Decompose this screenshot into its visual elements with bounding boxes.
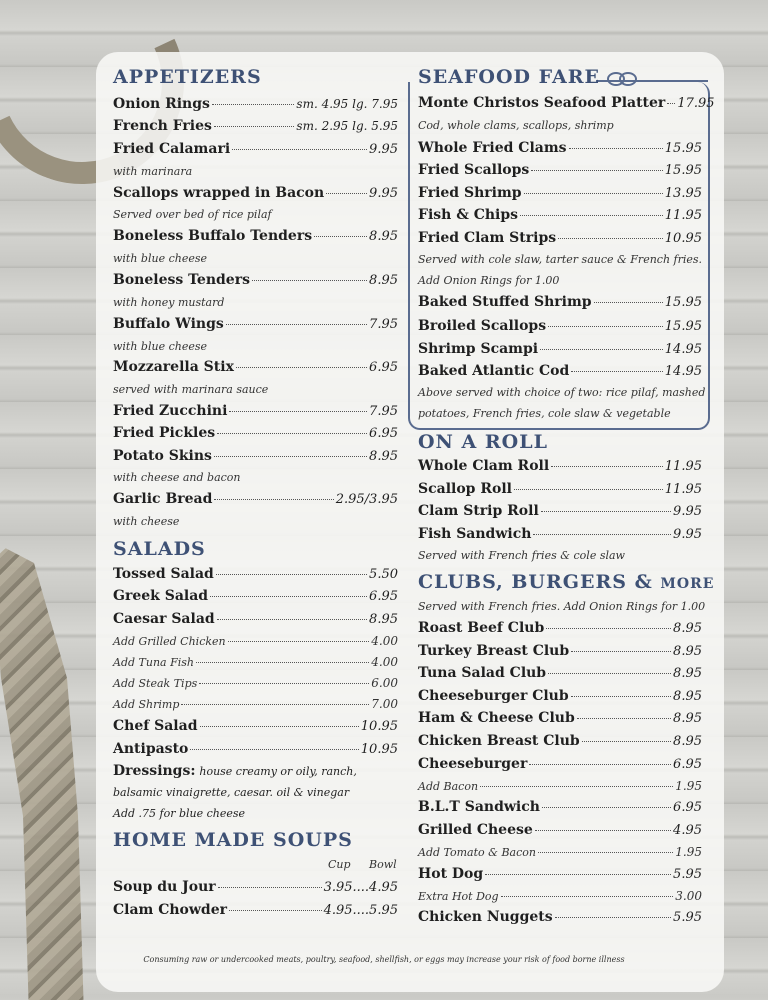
addon-name: Add Bacon	[418, 780, 479, 793]
item-name: Shrimp Scampi	[418, 341, 539, 357]
item-note: with cheese	[113, 515, 180, 528]
menu-item-chicken-breast-club	[418, 733, 702, 749]
item-price: 9.95	[369, 186, 398, 201]
menu-item-cheeseburger-club	[418, 688, 702, 704]
dressings-label: Dressings:	[113, 763, 196, 779]
item-note: with blue cheese	[113, 340, 208, 353]
menu-item-cheeseburger	[418, 756, 702, 772]
addon-name: Add Tuna Fish	[113, 656, 194, 669]
item-note: Cod, whole clams, scallops, shrimp	[418, 119, 614, 132]
menu-item-scallop-roll	[418, 481, 702, 497]
item-price: 8.95	[673, 734, 702, 749]
menu-item-scallops-bacon	[113, 185, 398, 201]
item-name: Boneless Buffalo Tenders	[113, 228, 313, 244]
menu-item-chicken-nuggets	[418, 909, 702, 925]
item-price: 10.95	[360, 742, 398, 757]
appetizers-heading: APPETIZERS	[113, 66, 262, 88]
item-price: 11.95	[664, 208, 702, 223]
menu-item-whole-fried-clams	[418, 140, 702, 156]
item-name: Grilled Cheese	[418, 822, 533, 838]
item-name: Mozzarella Stix	[113, 359, 234, 375]
item-name: French Fries	[113, 118, 212, 134]
item-price: 7.95	[369, 404, 398, 419]
item-price: 4.95	[673, 823, 702, 838]
item-name: Antipasto	[113, 741, 189, 757]
menu-item-buffalo-wings	[113, 316, 398, 332]
menu-item-ham-cheese-club	[418, 710, 702, 726]
menu-item-baked-stuffed-shrimp	[418, 294, 702, 310]
clubs-heading-more: MORE	[660, 576, 715, 592]
item-name: Ham & Cheese Club	[418, 710, 575, 726]
dressings-info	[113, 761, 398, 824]
item-name: B.L.T Sandwich	[418, 799, 540, 815]
seafood-note-3: Above served with choice of two: rice pilaf, mashed	[418, 386, 706, 399]
item-price: 8.95	[369, 449, 398, 464]
item-sizes: sm. 2.95 lg. 5.95	[296, 119, 398, 133]
item-name: Buffalo Wings	[113, 316, 224, 332]
item-price: 13.95	[664, 186, 702, 201]
menu-item-onion-rings	[113, 96, 398, 112]
rope-knot-icon	[605, 70, 639, 88]
item-price: 2.95/3.95	[335, 492, 398, 507]
item-name: Fried Zucchini	[113, 403, 228, 419]
menu-item-grilled-cheese	[418, 822, 702, 838]
addon-price: 7.00	[371, 697, 398, 711]
menu-item-fried-scallops	[418, 162, 702, 178]
roll-note: Served with French fries & cole slaw	[418, 549, 625, 562]
item-price: 6.95	[369, 589, 398, 604]
item-name: Monte Christos Seafood Platter	[418, 95, 666, 111]
item-price: 10.95	[360, 719, 398, 734]
dressings-line-1: house creamy or oily, ranch,	[199, 765, 357, 778]
item-name: Baked Stuffed Shrimp	[418, 294, 592, 310]
item-name: Onion Rings	[113, 96, 210, 112]
addon-name: Add Tomato & Bacon	[418, 846, 536, 859]
item-price: 8.95	[673, 644, 702, 659]
item-note: served with marinara sauce	[113, 383, 269, 396]
item-note: with marinara	[113, 165, 193, 178]
item-name: Scallops wrapped in Bacon	[113, 185, 325, 201]
item-price: 5.50	[369, 567, 398, 582]
menu-item-broiled-scallops	[418, 318, 702, 334]
item-price: 15.95	[664, 319, 702, 334]
item-price: 14.95	[664, 364, 702, 379]
item-price: 17.95	[677, 96, 715, 111]
item-name: Cheeseburger	[418, 756, 528, 772]
item-price: 8.95	[673, 711, 702, 726]
item-name: Tossed Salad	[113, 566, 214, 582]
item-price: 6.95	[673, 757, 702, 772]
menu-item-mozzarella-stix	[113, 359, 398, 375]
menu-item-soup-du-jour	[113, 879, 398, 895]
item-name: Chef Salad	[113, 718, 198, 734]
addon-name: Add Grilled Chicken	[113, 635, 226, 648]
menu-item-fried-clam-strips	[418, 230, 702, 246]
item-price: 10.95	[664, 231, 702, 246]
on-a-roll-heading: ON A ROLL	[418, 431, 548, 453]
item-price: 6.95	[369, 360, 398, 375]
item-name: Hot Dog	[418, 866, 484, 882]
item-name: Cheeseburger Club	[418, 688, 569, 704]
item-price: 8.95	[369, 229, 398, 244]
menu-item-whole-clam-roll	[418, 458, 702, 474]
menu-item-baked-atlantic-cod	[418, 363, 702, 379]
item-name: Broiled Scallops	[418, 318, 547, 334]
item-note: Served over bed of rice pilaf	[113, 208, 272, 221]
item-name: Soup du Jour	[113, 879, 216, 895]
item-price: 15.95	[664, 141, 702, 156]
addon-extra-hot-dog	[418, 889, 702, 903]
menu-item-caesar-salad	[113, 611, 398, 627]
addon-price: 4.00	[371, 655, 398, 669]
seafood-note-2: Add Onion Rings for 1.00	[418, 274, 560, 287]
clubs-note: Served with French fries. Add Onion Rings for 1.00	[418, 600, 706, 613]
menu-item-boneless-buffalo-tenders	[113, 228, 398, 244]
addon-price: 1.95	[675, 845, 702, 859]
item-price: 7.95	[369, 317, 398, 332]
item-name: Potato Skins	[113, 448, 212, 464]
menu-item-potato-skins	[113, 448, 398, 464]
item-name: Roast Beef Club	[418, 620, 545, 636]
item-note: with honey mustard	[113, 296, 225, 309]
addon-shrimp	[113, 697, 398, 711]
item-price: 5.95	[673, 910, 702, 925]
addon-bacon	[418, 779, 702, 793]
item-name: Chicken Nuggets	[418, 909, 553, 925]
item-price: 11.95	[664, 482, 702, 497]
addon-price: 4.00	[371, 634, 398, 648]
seafood-note-1: Served with cole slaw, tarter sauce & French fries.	[418, 253, 703, 266]
clubs-heading	[418, 571, 714, 593]
addon-grilled-chicken	[113, 634, 398, 648]
item-name: Clam Strip Roll	[418, 503, 539, 519]
item-name: Caesar Salad	[113, 611, 215, 627]
item-name: Tuna Salad Club	[418, 665, 547, 681]
menu-item-hot-dog	[418, 866, 702, 882]
dressings-line-2: balsamic vinaigrette, caesar. oil & vinegar	[113, 786, 350, 799]
item-name: Fried Clam Strips	[418, 230, 557, 246]
addon-price: 1.95	[675, 779, 702, 793]
menu-item-fish-and-chips	[418, 207, 702, 223]
menu-item-shrimp-scampi	[418, 341, 702, 357]
menu-item-fried-calamari	[113, 141, 398, 157]
item-price: 14.95	[664, 342, 702, 357]
soups-heading: HOME MADE SOUPS	[113, 829, 353, 851]
addon-price: 3.00	[675, 889, 702, 903]
item-name: Turkey Breast Club	[418, 643, 570, 659]
food-safety-disclaimer: Consuming raw or undercooked meats, poultry, seafood, shellfish, or eggs may increase your risk of food borne illness	[143, 955, 625, 964]
menu-item-fish-sandwich	[418, 526, 702, 542]
item-price: 8.95	[369, 273, 398, 288]
rope-decoration-left	[0, 540, 100, 1000]
bowl-label: Bowl	[369, 858, 397, 871]
item-name: Garlic Bread	[113, 491, 213, 507]
item-price: 6.95	[673, 800, 702, 815]
cup-label: Cup	[328, 858, 351, 871]
item-price: 8.95	[673, 689, 702, 704]
menu-item-fried-shrimp	[418, 185, 702, 201]
item-name: Boneless Tenders	[113, 272, 250, 288]
menu-item-blt-sandwich	[418, 799, 702, 815]
addon-tomato-bacon	[418, 845, 702, 859]
item-note: with cheese and bacon	[113, 471, 241, 484]
menu-item-clam-strip-roll	[418, 503, 702, 519]
item-price: 11.95	[664, 459, 702, 474]
item-price: 8.95	[369, 612, 398, 627]
item-note: with blue cheese	[113, 252, 208, 265]
item-price: 15.95	[664, 295, 702, 310]
menu-item-clam-chowder	[113, 902, 398, 918]
item-name: Scallop Roll	[418, 481, 512, 497]
salads-heading: SALADS	[113, 538, 206, 560]
menu-item-fried-zucchini	[113, 403, 398, 419]
addon-name: Add Steak Tips	[113, 677, 198, 690]
item-name: Fried Shrimp	[418, 185, 522, 201]
item-name: Fish & Chips	[418, 207, 519, 223]
item-price: 3.95....4.95	[323, 880, 398, 895]
addon-tuna-fish	[113, 655, 398, 669]
menu-item-boneless-tenders	[113, 272, 398, 288]
menu-item-antipasto	[113, 741, 398, 757]
item-name: Fried Calamari	[113, 141, 231, 157]
item-price: 4.95....5.95	[323, 903, 398, 918]
addon-name: Extra Hot Dog	[418, 890, 499, 903]
item-name: Whole Fried Clams	[418, 140, 567, 156]
seafood-note-4: potatoes, French fries, cole slaw & vegetable	[418, 407, 671, 420]
menu-item-roast-beef-club	[418, 620, 702, 636]
item-name: Fried Scallops	[418, 162, 530, 178]
item-name: Chicken Breast Club	[418, 733, 580, 749]
item-sizes: sm. 4.95 lg. 7.95	[296, 97, 398, 111]
item-price: 15.95	[664, 163, 702, 178]
item-name: Baked Atlantic Cod	[418, 363, 570, 379]
item-price: 8.95	[673, 621, 702, 636]
menu-item-chef-salad	[113, 718, 398, 734]
item-name: Fried Pickles	[113, 425, 216, 441]
item-name: Whole Clam Roll	[418, 458, 550, 474]
item-price: 5.95	[673, 867, 702, 882]
menu-item-greek-salad	[113, 588, 398, 604]
menu-item-fried-pickles	[113, 425, 398, 441]
menu-item-turkey-breast-club	[418, 643, 702, 659]
clubs-heading-main: CLUBS, BURGERS &	[418, 571, 653, 593]
menu-item-tuna-salad-club	[418, 665, 702, 681]
addon-steak-tips	[113, 676, 398, 690]
item-name: Fish Sandwich	[418, 526, 532, 542]
item-price: 6.95	[369, 426, 398, 441]
item-name: Clam Chowder	[113, 902, 228, 918]
dressings-line-3: Add .75 for blue cheese	[113, 807, 246, 820]
menu-item-tossed-salad	[113, 566, 398, 582]
addon-name: Add Shrimp	[113, 698, 180, 711]
item-name: Greek Salad	[113, 588, 209, 604]
item-price: 8.95	[673, 666, 702, 681]
item-price: 9.95	[369, 142, 398, 157]
menu-item-french-fries	[113, 118, 398, 134]
seafood-heading: SEAFOOD FARE	[418, 66, 601, 88]
item-price: 9.95	[673, 527, 702, 542]
menu-item-garlic-bread	[113, 491, 398, 507]
menu-item-monte-christos-platter	[418, 95, 715, 111]
addon-price: 6.00	[371, 676, 398, 690]
item-price: 9.95	[673, 504, 702, 519]
